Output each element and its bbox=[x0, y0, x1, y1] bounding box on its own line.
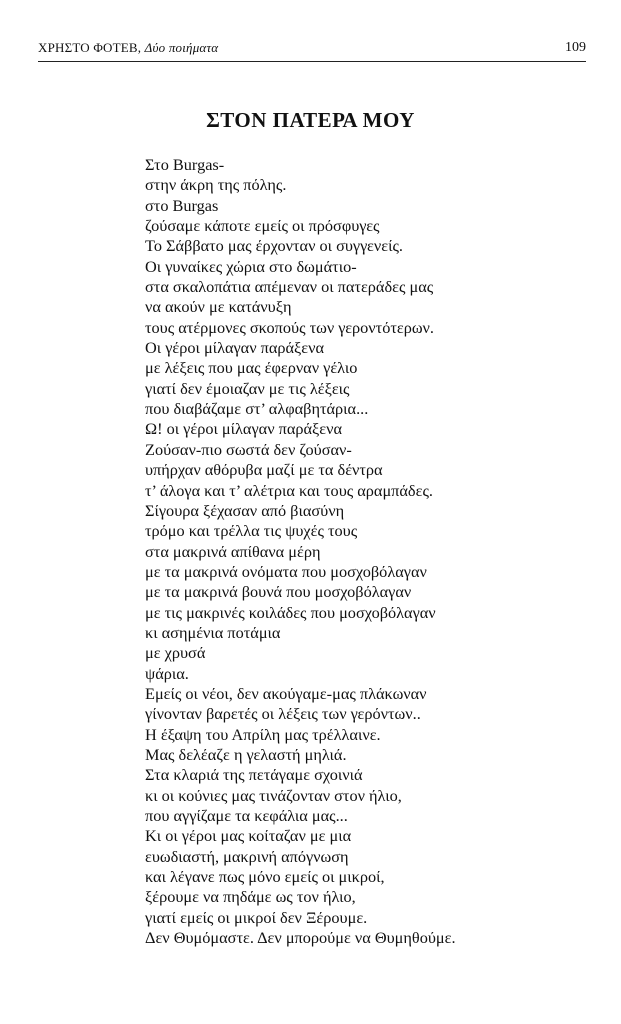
poem-line: με τα μακρινά βουνά που μοσχοβόλαγαν bbox=[145, 582, 412, 602]
poem-line: ζούσαμε κάποτε εμείς οι πρόσφυγες bbox=[145, 216, 380, 236]
poem-line: να ακούν με κατάνυξη bbox=[145, 297, 292, 317]
poem-line: στα σκαλοπάτια απέμεναν οι πατεράδες μας bbox=[145, 277, 434, 297]
poem-line: κι ασημένια ποτάμια bbox=[145, 622, 281, 642]
poem-line: στο Burgas bbox=[145, 195, 219, 215]
poem-line: υπήρχαν αθόρυβα μαζί με τα δέντρα bbox=[145, 460, 383, 480]
poem-line: γιατί δεν έμοιαζαν με τις λέξεις bbox=[145, 378, 350, 398]
poem-line: Οι γέροι μίλαγαν παράξενα bbox=[145, 338, 325, 358]
poem-line: τους ατέρμονες σκοπούς των γεροντότερων. bbox=[145, 317, 434, 337]
poem-line: με τα μακρινά ονόματα που μοσχοβόλαγαν bbox=[145, 561, 427, 581]
poem-line: ξέρουμε να πηδάμε ως τον ήλιο, bbox=[145, 887, 356, 907]
poem-line: κι οι κούνιες μας τινάζονταν στον ήλιο, bbox=[145, 785, 402, 805]
header-author: ΧΡΗΣΤΟ ΦΟΤΕΒ, bbox=[38, 40, 142, 55]
poem-line: Οι γυναίκες χώρια στο δωμάτιο- bbox=[145, 256, 357, 276]
poem-line: Μας δελέαζε η γελαστή μηλιά. bbox=[145, 744, 347, 764]
poem-line: ευωδιαστή, μακρινή απόγνωση bbox=[145, 846, 349, 866]
poem-line: και λέγανε πως μόνο εμείς οι μικροί, bbox=[145, 867, 385, 887]
poem-line: τρόμο και τρέλλα τις ψυχές τους bbox=[145, 521, 358, 541]
poem-line: ψάρια. bbox=[145, 663, 189, 683]
poem-line: γιατί εμείς οι μικροί δεν Ξέρουμε. bbox=[145, 907, 368, 927]
poem-line: Στο Burgas- bbox=[145, 155, 225, 174]
poem-line: στα μακρινά απίθανα μέρη bbox=[145, 541, 321, 561]
poem-line: Ω! οι γέροι μίλαγαν παράξενα bbox=[145, 419, 343, 439]
poem-line: Στα κλαριά της πετάγαμε σχοινιά bbox=[145, 765, 363, 785]
poem-line: με τις μακρινές κοιλάδες που μοσχοβόλαγαν bbox=[145, 602, 436, 622]
poem-line: Σίγουρα ξέχασαν από βιασύνη bbox=[145, 500, 345, 520]
header-left bbox=[38, 40, 218, 56]
poem-line: Η έξαψη του Απρίλη μας τρέλλαινε. bbox=[145, 724, 381, 744]
header-book-title: Δύο ποιήματα bbox=[144, 40, 219, 55]
poem-line: Ζούσαν-πιο σωστά δεν ζούσαν- bbox=[145, 439, 352, 459]
poem-title: ΣΤΟΝ ΠΑΤΕΡΑ ΜΟΥ bbox=[206, 108, 415, 132]
poem-line: Κι οι γέροι μας κοίταζαν με μια bbox=[145, 826, 352, 846]
poem-line: τ’ άλογα και τ’ αλέτρια και τους αραμπάδες. bbox=[145, 480, 433, 500]
poem-line: Το Σάββατο μας έρχονταν οι συγγενείς. bbox=[145, 236, 403, 256]
header-rule bbox=[38, 61, 586, 62]
poem-body bbox=[145, 155, 456, 948]
page-number: 109 bbox=[565, 40, 586, 55]
poem-line: με λέξεις που μας έφερναν γέλιο bbox=[145, 358, 358, 378]
poem-line: με χρυσά bbox=[145, 643, 206, 663]
poem-line: που διαβάζαμε στ’ αλφαβητάρια... bbox=[145, 399, 369, 419]
poem-line: στην άκρη της πόλης. bbox=[145, 175, 287, 195]
poem-line: γίνονταν βαρετές οι λέξεις των γερόντων.. bbox=[145, 704, 421, 724]
poem-line: που αγγίζαμε τα κεφάλια μας... bbox=[145, 806, 348, 825]
running-header bbox=[38, 40, 586, 62]
poem-line: Δεν Θυμόμαστε. Δεν μπορούμε να Θυμηθούμε. bbox=[145, 928, 456, 948]
poem-line: Εμείς οι νέοι, δεν ακούγαμε-μας πλάκωναν bbox=[145, 683, 427, 703]
